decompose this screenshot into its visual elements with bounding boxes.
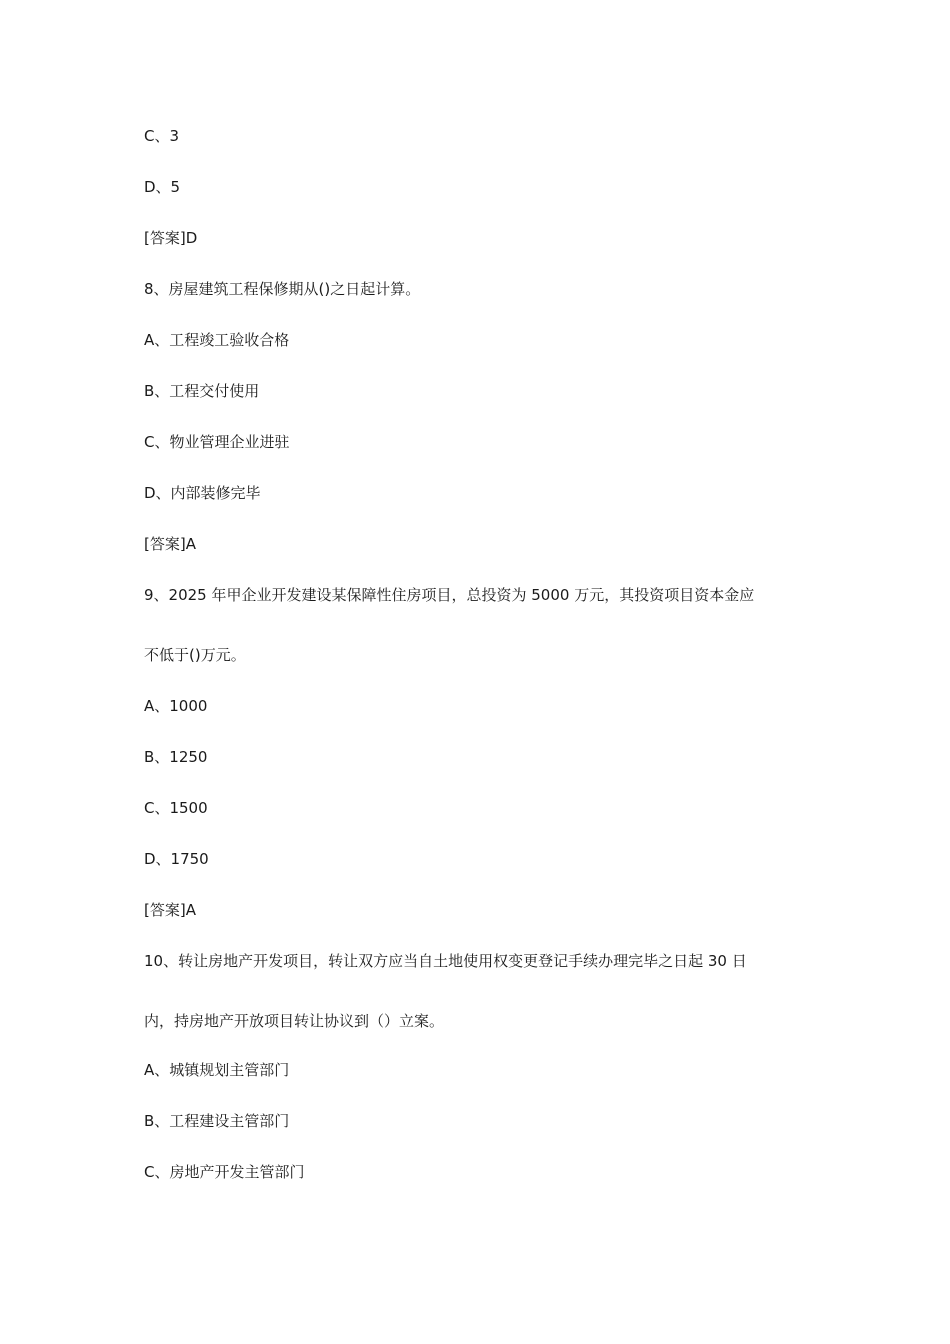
answer-q9: [答案]A — [144, 901, 196, 919]
answer-q8: [答案]A — [144, 535, 196, 553]
option-a-q10: A、城镇规划主管部门 — [144, 1061, 290, 1079]
option-c-q10: C、房地产开发主管部门 — [144, 1163, 305, 1181]
question-10-line-1: 10、转让房地产开发项目，转让双方应当自土地使用权变更登记手续办理完毕之日起 30 日 — [144, 952, 747, 970]
option-a-q9: A、1000 — [144, 697, 208, 715]
option-a-q8: A、工程竣工验收合格 — [144, 331, 290, 349]
option-b-q8: B、工程交付使用 — [144, 382, 260, 400]
option-d-q9: D、1750 — [144, 850, 209, 868]
option-b-q10: B、工程建设主管部门 — [144, 1112, 290, 1130]
question-9-line-2: 不低于()万元。 — [144, 646, 246, 664]
option-c-q7: C、3 — [144, 127, 180, 145]
option-d-q8: D、内部装修完毕 — [144, 484, 261, 502]
option-b-q9: B、1250 — [144, 748, 208, 766]
question-9-line-1: 9、2025 年甲企业开发建设某保障性住房项目，总投资为 5000 万元，其投资项目资本金应 — [144, 586, 755, 604]
answer-q7: [答案]D — [144, 229, 198, 247]
option-d-q7: D、5 — [144, 178, 181, 196]
option-c-q9: C、1500 — [144, 799, 208, 817]
question-10-line-2: 内，持房地产开放项目转让协议到（）立案。 — [144, 1012, 445, 1030]
question-8: 8、房屋建筑工程保修期从()之日起计算。 — [144, 280, 421, 298]
option-c-q8: C、物业管理企业进驻 — [144, 433, 290, 451]
